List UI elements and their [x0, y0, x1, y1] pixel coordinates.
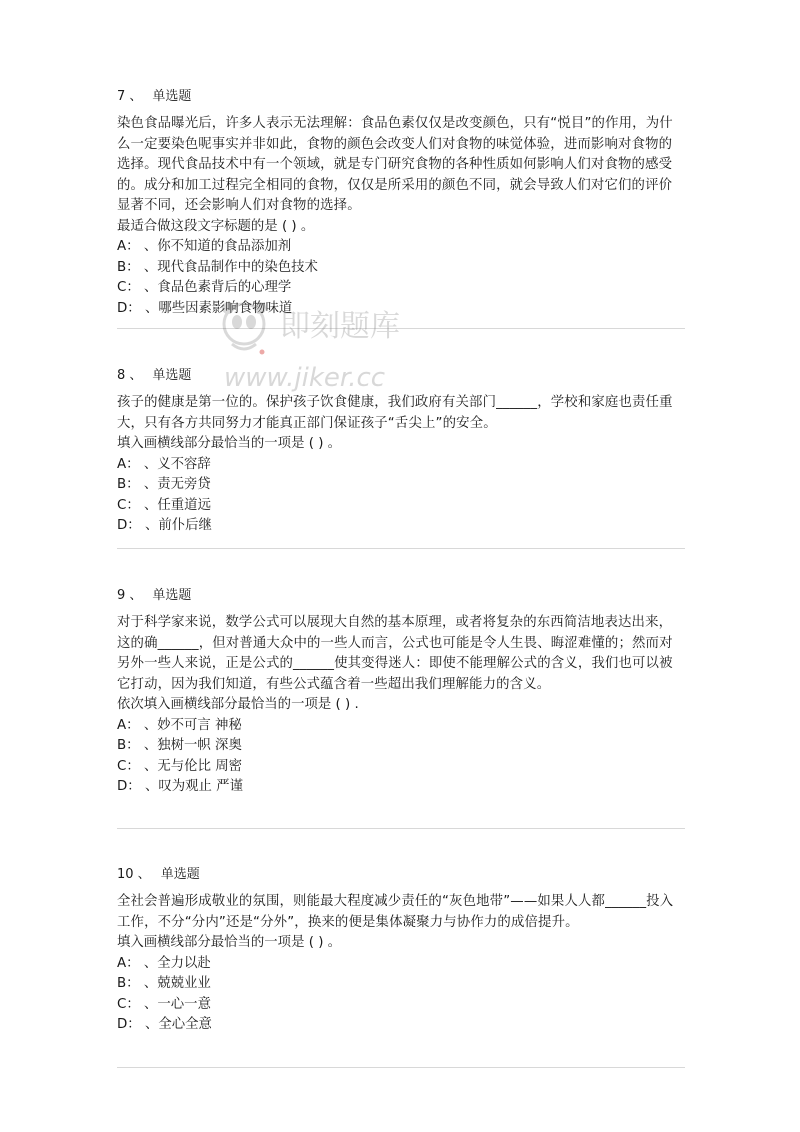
question-number: 10 、 [117, 867, 151, 882]
option-b[interactable] [117, 258, 685, 279]
question-number: 9 、 [117, 588, 143, 603]
option-text: 、全心全意 [144, 1017, 212, 1032]
option-letter: A： [117, 456, 140, 472]
option-c[interactable] [117, 757, 685, 778]
option-text: 、一心一意 [144, 996, 211, 1012]
question-stem: 对于科学家来说，数学公式可以展现大自然的基本原理，或者将复杂的东西简洁地表达出来，这的确______，但对普通大众中的一些人而言，公式也可能是令人生畏、晦涩难懂的；然而对另外一些人来说，正是公式的______使其变得迷人：即使不能理解公式的含义，我们也可以被它打动，因为我们知道，有些公式蕴含着一些超出我们理解能力的含义。 [117, 615, 673, 692]
option-letter: C： [117, 758, 140, 774]
question-number: 7 、 [117, 89, 143, 104]
question-stem: 孩子的健康是第一位的。保护孩子饮食健康，我们政府有关部门______，学校和家庭也责任重大，只有各方共同努力才能真正部门保证孩子“舌尖上”的安全。 [117, 395, 673, 431]
question-10 [117, 865, 685, 1036]
option-b[interactable] [117, 974, 685, 995]
option-text: 、无与伦比 周密 [144, 758, 243, 774]
option-text: 、食品色素背后的心理学 [144, 280, 292, 295]
option-letter: B： [117, 738, 140, 753]
watermark-dot [260, 350, 265, 355]
question-9 [117, 586, 685, 798]
option-letter: B： [117, 259, 140, 275]
option-d[interactable] [117, 299, 685, 320]
question-header [117, 865, 685, 885]
option-d[interactable] [117, 777, 685, 798]
option-text: 、义不容辞 [143, 456, 211, 472]
option-letter: B： [117, 477, 140, 492]
question-prompt: 依次填入画横线部分最恰当的一项是 ( ) . [117, 697, 359, 712]
option-letter: A： [117, 239, 140, 254]
option-text: 、前仆后继 [144, 518, 212, 533]
option-c[interactable] [117, 278, 685, 299]
question-header [117, 87, 685, 107]
option-d[interactable] [117, 516, 685, 537]
question-divider [117, 548, 685, 549]
option-letter: A： [117, 717, 140, 733]
option-a[interactable] [117, 455, 685, 476]
option-text: 、责无旁贷 [143, 477, 211, 492]
option-a[interactable] [117, 716, 685, 737]
option-b[interactable] [117, 736, 685, 757]
option-letter: C： [117, 497, 140, 513]
question-divider [117, 328, 685, 329]
option-text: 、现代食品制作中的染色技术 [143, 259, 318, 275]
question-type: 单选题 [152, 588, 192, 603]
option-letter: D： [117, 779, 141, 794]
option-d[interactable] [117, 1015, 685, 1036]
question-type: 单选题 [160, 867, 200, 882]
option-b[interactable] [117, 475, 685, 496]
option-text: 、妙不可言 神秘 [143, 717, 242, 733]
option-letter: A： [117, 955, 140, 971]
option-text: 、兢兢业业 [143, 976, 211, 991]
option-a[interactable] [117, 237, 685, 258]
option-letter: C： [117, 280, 140, 295]
option-letter: D： [117, 1017, 141, 1032]
option-text: 、哪些因素影响食物味道 [144, 300, 293, 316]
option-letter: B： [117, 976, 140, 991]
option-text: 、独树一帜 深奥 [143, 738, 242, 753]
option-text: 、叹为观止 严谨 [144, 779, 243, 794]
watermark-brand: 即刻题库 [280, 309, 400, 344]
option-a[interactable] [117, 954, 685, 975]
question-number: 8 、 [117, 368, 143, 383]
question-stem: 全社会普遍形成敬业的氛围，则能最大程度减少责任的“灰色地带”——如果人人都______投入工作，不分“分内”还是“分外”，换来的便是集体凝聚力与协作力的成倍提升。 [117, 894, 674, 930]
question-divider [117, 1067, 685, 1068]
question-prompt: 最适合做这段文字标题的是 ( ) 。 [117, 218, 315, 234]
question-8 [117, 366, 685, 537]
question-type: 单选题 [152, 368, 192, 383]
option-letter: D： [117, 518, 141, 533]
option-text: 、你不知道的食品添加剂 [143, 239, 292, 254]
option-letter: D： [117, 300, 141, 316]
question-prompt: 填入画横线部分最恰当的一项是 ( ) 。 [117, 935, 342, 950]
option-text: 、任重道远 [144, 497, 211, 513]
question-7 [117, 87, 685, 319]
option-c[interactable] [117, 995, 685, 1016]
question-header [117, 366, 685, 386]
question-stem: 染色食品曝光后，许多人表示无法理解：食品色素仅仅是改变颜色，只有“悦目”的作用，为什么一定要染色呢事实并非如此，食物的颜色会改变人们对食物的味觉体验，进而影响对食物的选择。现代食品技术中有一个领域，就是专门研究食物的各种性质如何影响人们对食物的感受的。成分和加工过程完全相同的食物，仅仅是所采用的颜色不同，就会导致人们对它们的评价显著不同，还会影响人们对食物的选择。 [117, 116, 673, 213]
question-type: 单选题 [152, 89, 192, 104]
question-header [117, 586, 685, 606]
option-letter: C： [117, 996, 140, 1012]
watermark-url: www.jiker.cc [224, 363, 386, 393]
option-c[interactable] [117, 496, 685, 517]
question-divider [117, 828, 685, 829]
option-text: 、全力以赴 [143, 955, 211, 971]
question-prompt: 填入画横线部分最恰当的一项是 ( ) 。 [117, 436, 342, 451]
